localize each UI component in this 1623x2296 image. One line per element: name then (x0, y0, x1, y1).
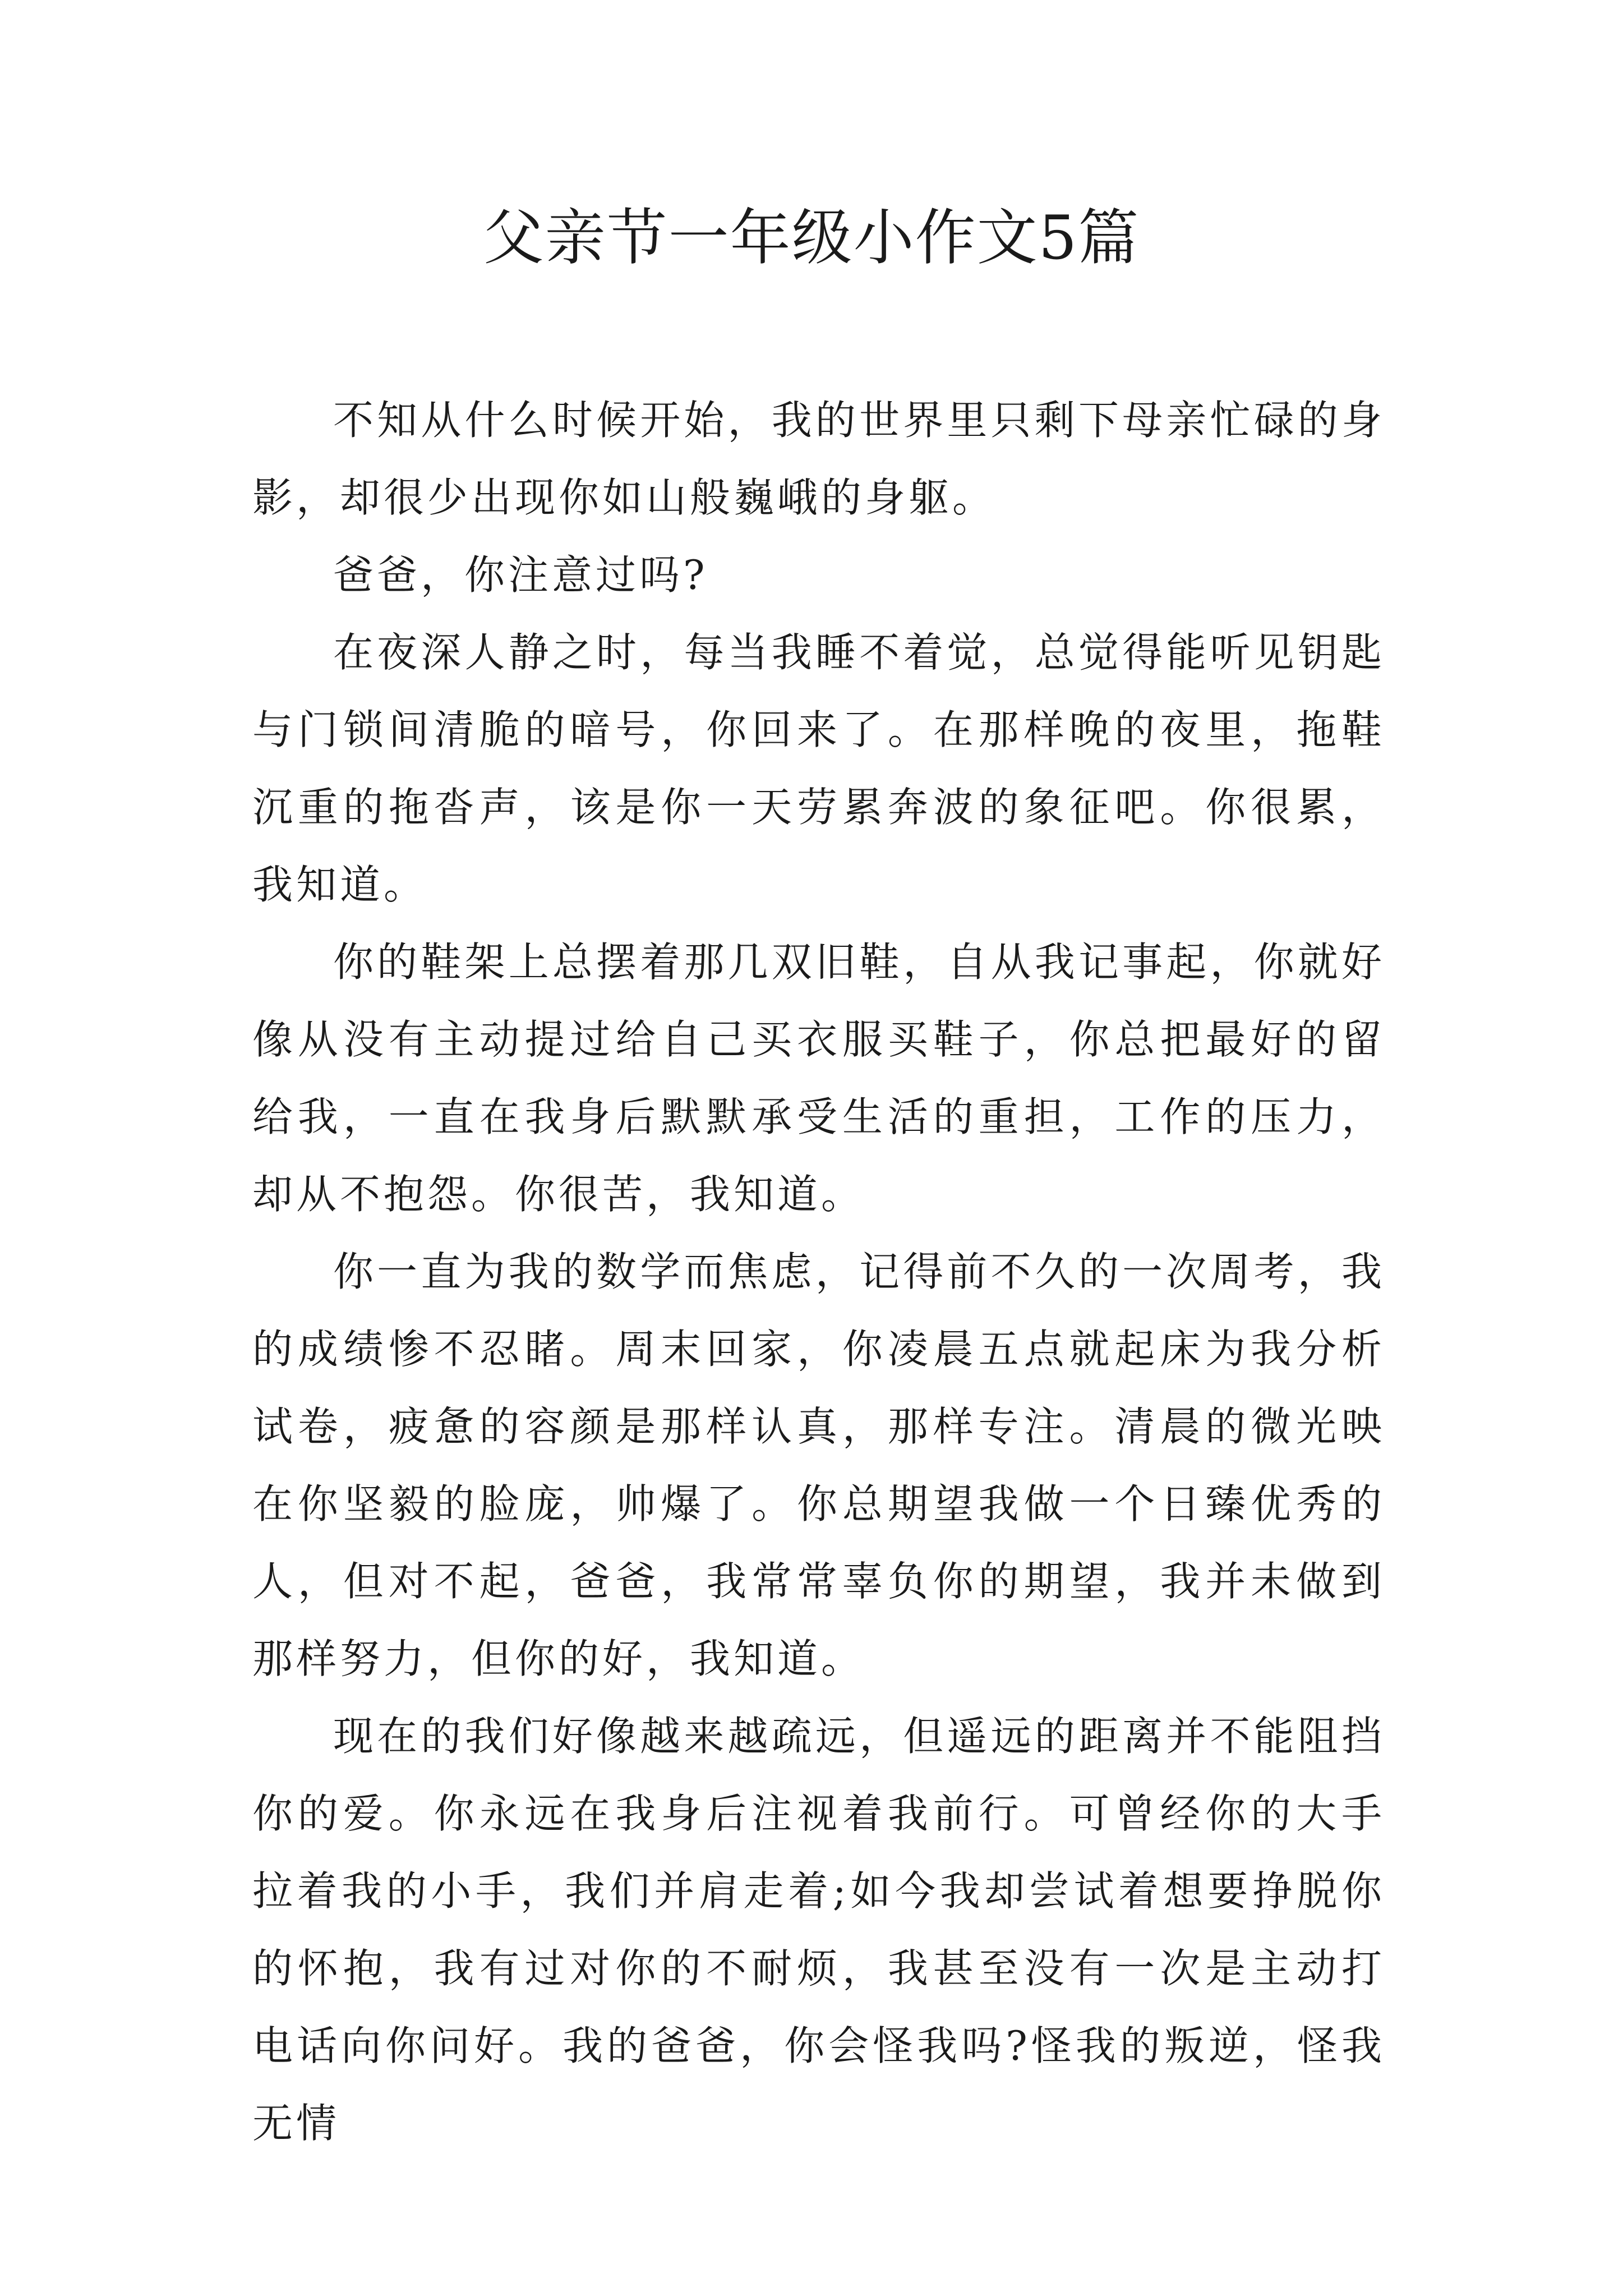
paragraph-1: 不知从什么时候开始，我的世界里只剩下母亲忙碌的身影，却很少出现你如山般巍峨的身躯。 (252, 397, 1385, 521)
document-title: 父亲节一年级小作文5篇 (483, 203, 1140, 273)
paragraph-5: 你一直为我的数学而焦虑，记得前不久的一次周考，我的成绩惨不忍睹。周末回家，你凌晨五点就起床为我分析试卷，疲惫的容颜是那样认真，那样专注。清晨的微光映在你坚毅的脸庞，帅爆了。你总期望我做一个日臻优秀的人，但对不起，爸爸，我常常辜负你的期望，我并未做到那样努力，但你的好，我知道。 (252, 1248, 1385, 1682)
document-body (252, 381, 1385, 2162)
paragraph-2: 爸爸，你注意过吗? (333, 551, 708, 599)
paragraph-3: 在夜深人静之时，每当我睡不着觉，总觉得能听见钥匙与门锁间清脆的暗号，你回来了。在那样晚的夜里，拖鞋沉重的拖沓声，该是你一天劳累奔波的象征吧。你很累，我知道。 (252, 629, 1385, 908)
paragraph-4: 你的鞋架上总摆着那几双旧鞋，自从我记事起，你就好像从没有主动提过给自己买衣服买鞋子，你总把最好的留给我，一直在我身后默默承受生活的重担，工作的压力，却从不抱怨。你很苦，我知道。 (252, 938, 1385, 1218)
paragraph-6: 现在的我们好像越来越疏远，但遥远的距离并不能阻挡你的爱。你永远在我身后注视着我前行。可曾经你的大手拉着我的小手，我们并肩走着;如今我却尝试着想要挣脱你的怀抱，我有过对你的不耐烦，我甚至没有一次是主动打电话向你问好。我的爸爸，你会怪我吗?怪我的叛逆，怪我无情 (252, 1713, 1385, 2147)
